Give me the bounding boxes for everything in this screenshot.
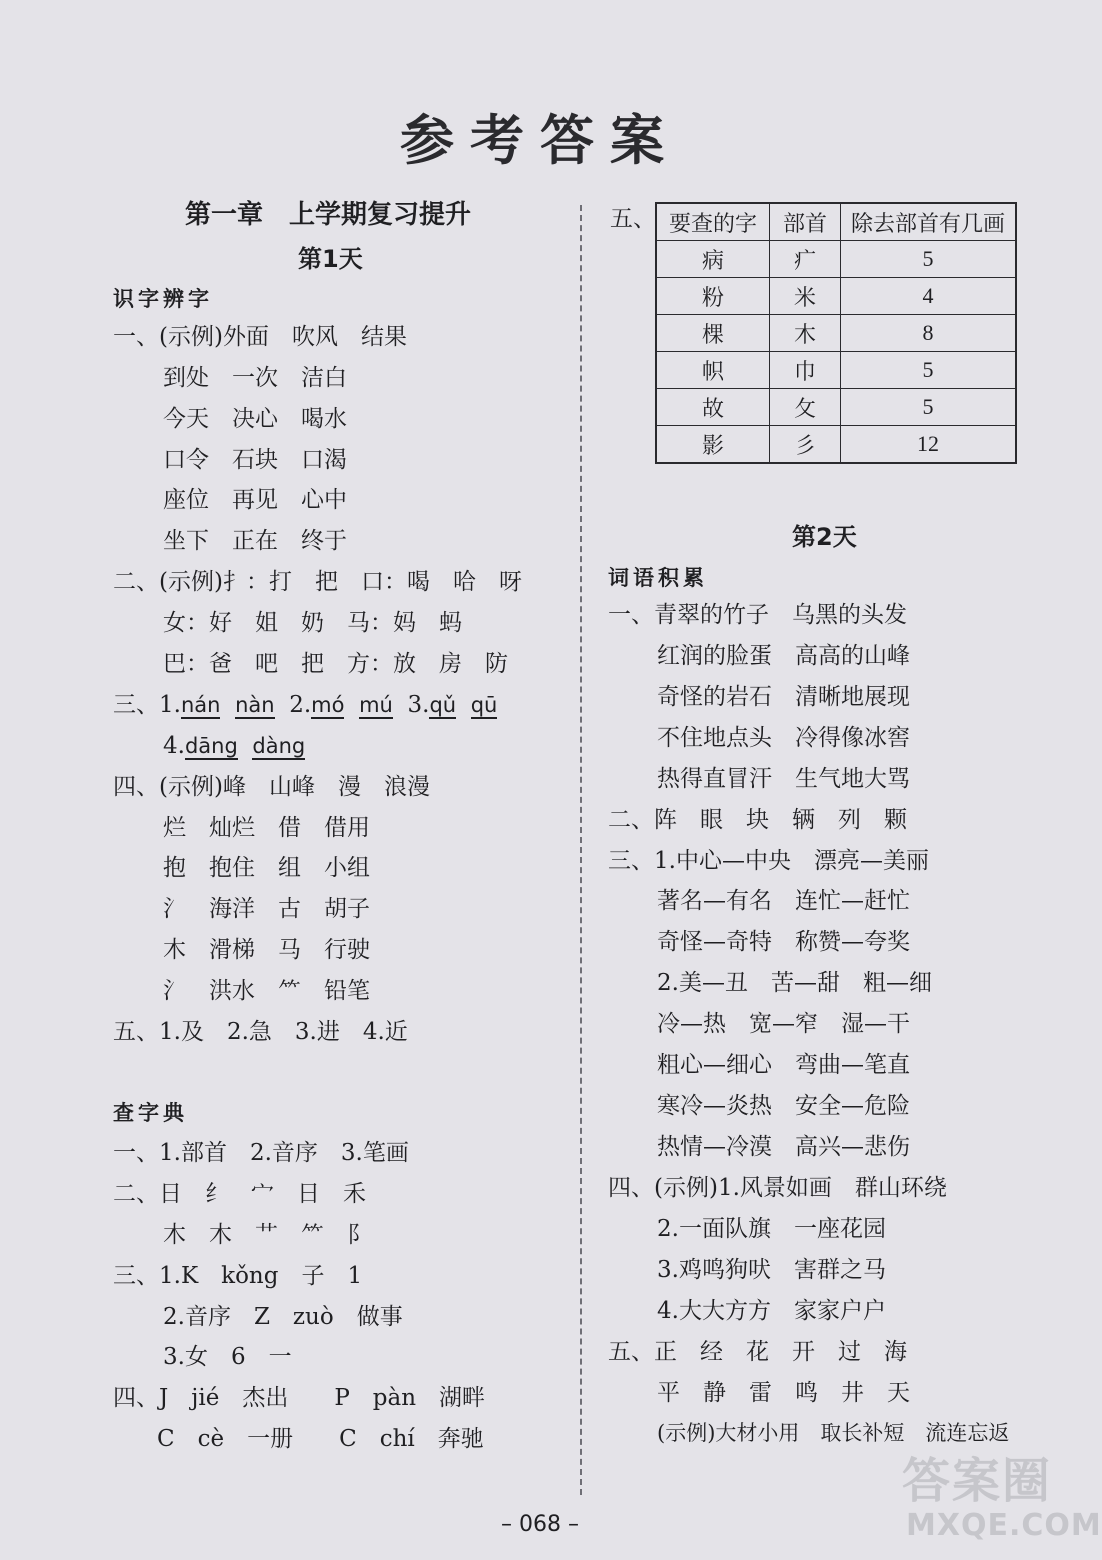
answer-line: 四、(示例)1.风景如画 群山环绕 [608, 1175, 947, 1201]
answer-line: 五、正 经 花 开 过 海 [608, 1339, 907, 1365]
answer-line: 一、青翠的竹子 乌黑的头发 [608, 602, 907, 628]
answer-line: 热得直冒汗 生气地大骂 [657, 766, 910, 792]
answer-line: 抱 抱住 组 小组 [163, 855, 370, 881]
answer-line: 木 木 艹 ⺮ 阝 [163, 1222, 370, 1248]
answer-line: 四、(示例)峰 山峰 漫 浪漫 [113, 774, 430, 800]
answer-line: 红润的脸蛋 高高的山峰 [657, 643, 910, 669]
table-cell: 粉 [656, 278, 770, 315]
table-cell: 病 [656, 241, 770, 278]
radical-table [655, 202, 1017, 464]
table-row [656, 315, 1016, 352]
table-cell: 影 [656, 426, 770, 464]
pinyin-underlined: dāng [184, 734, 238, 758]
answer-line: 氵 海洋 古 胡子 [163, 896, 370, 922]
answer-line: 一、(示例)外面 吹风 结果 [113, 324, 407, 350]
answer-line: 座位 再见 心中 [163, 487, 347, 513]
watermark-logo [902, 1442, 1102, 1554]
table-cell: 疒 [770, 241, 841, 278]
pinyin-underlined: mó [311, 693, 345, 717]
answer-line: 二、(示例)扌：打 把 口：喝 哈 呀 [113, 569, 522, 595]
table-cell: 巾 [770, 352, 841, 389]
table-cell: 8 [841, 315, 1017, 352]
pinyin-answer-line [113, 690, 497, 720]
q3-prefix: 三、1. [113, 692, 181, 718]
table-cell: 5 [841, 241, 1017, 278]
section-heading-chazidian: 查字典 [113, 1101, 188, 1125]
table-header-row [656, 203, 1016, 241]
answer-line: 巴：爸 吧 把 方：放 房 防 [163, 651, 508, 677]
answer-line: 著名—有名 连忙—赶忙 [657, 888, 910, 914]
answer-line: 烂 灿烂 借 借用 [163, 815, 370, 841]
q-number: 3. [407, 692, 430, 718]
answer-line: 奇怪—奇特 称赞—夸奖 [657, 929, 910, 955]
table-cell: 攵 [770, 389, 841, 426]
q-number: 4. [163, 733, 185, 759]
day1-heading: 第1天 [298, 245, 363, 273]
answer-line: 四、J jié 杰出 P pàn 湖畔 [113, 1385, 486, 1411]
answer-line: 4.大大方方 家家户户 [657, 1298, 886, 1324]
answer-line: 五、1.及 2.急 3.进 4.近 [113, 1019, 408, 1045]
chapter-title: 第一章 上学期复习提升 [185, 200, 472, 230]
answer-line: C cè 一册 C chí 奔驰 [157, 1426, 484, 1452]
pinyin-answer-line [163, 731, 305, 761]
watermark-url: MXQE.COM [906, 1508, 1102, 1543]
answer-line: 平 静 雷 鸣 井 天 [657, 1380, 910, 1406]
answer-line: 三、1.K kǒng 子 1 [113, 1263, 363, 1289]
column-divider [580, 205, 582, 1495]
pinyin-underlined: qū [470, 693, 498, 717]
watermark-text: 答案圈 [902, 1453, 1053, 1509]
answer-line: 二、阵 眼 块 辆 列 颗 [608, 807, 907, 833]
table-cell: 5 [841, 389, 1017, 426]
q-number: 2. [289, 692, 312, 718]
answer-line: 女：好 姐 奶 马：妈 蚂 [163, 610, 462, 636]
q5-label: 五、 [610, 206, 656, 232]
pinyin-underlined: nàn [235, 693, 275, 717]
answer-line: 二、日 纟 宀 日 禾 [113, 1181, 366, 1207]
answer-line: 2.一面队旗 一座花园 [657, 1216, 886, 1242]
table-cell: 12 [841, 426, 1017, 464]
answer-line: (示例)大材小用 取长补短 流连忘返 [657, 1421, 1010, 1445]
answer-line: 3.鸡鸣狗吠 害群之马 [657, 1257, 886, 1283]
table-header: 部首 [770, 203, 841, 241]
pinyin-underlined: mú [359, 693, 393, 717]
table-header: 除去部首有几画 [841, 203, 1017, 241]
section-heading-ciyu: 词语积累 [608, 566, 708, 590]
answer-line: 奇怪的岩石 清晰地展现 [657, 684, 910, 710]
answer-line: 氵 洪水 ⺮ 铅笔 [163, 978, 370, 1004]
section-heading-shizi: 识字辨字 [113, 287, 213, 311]
answer-line: 不住地点头 冷得像冰窖 [657, 725, 910, 751]
day2-heading: 第2天 [792, 523, 857, 551]
table-row [656, 352, 1016, 389]
table-cell: 5 [841, 352, 1017, 389]
answer-line: 到处 一次 洁白 [163, 365, 347, 391]
answer-line: 2.音序 Z zuò 做事 [163, 1304, 403, 1330]
answer-line: 热情—冷漠 高兴—悲伤 [657, 1134, 910, 1160]
pinyin-underlined: qǔ [429, 693, 457, 717]
table-row [656, 389, 1016, 426]
pinyin-underlined: nán [180, 693, 221, 717]
table-cell: 木 [770, 315, 841, 352]
answer-line: 冷—热 宽—窄 湿—干 [657, 1011, 910, 1037]
table-cell: 米 [770, 278, 841, 315]
table-row [656, 241, 1016, 278]
answer-line: 一、1.部首 2.音序 3.笔画 [113, 1140, 409, 1166]
answer-line: 三、1.中心—中央 漂亮—美丽 [608, 848, 929, 874]
pinyin-underlined: dàng [252, 734, 306, 758]
table-cell: 4 [841, 278, 1017, 315]
answer-line: 2.美—丑 苦—甜 粗—细 [657, 970, 932, 996]
answer-line: 坐下 正在 终于 [163, 528, 347, 554]
faint-header-bleed [95, 40, 565, 66]
table-cell: 帜 [656, 352, 770, 389]
table-row [656, 278, 1016, 315]
answer-line: 寒冷—炎热 安全—危险 [657, 1093, 910, 1119]
table-cell: 棵 [656, 315, 770, 352]
table-cell: 彡 [770, 426, 841, 464]
answer-line: 粗心—细心 弯曲—笔直 [657, 1052, 910, 1078]
answer-line: 木 滑梯 马 行驶 [163, 937, 370, 963]
answer-line: 3.女 6 一 [163, 1344, 292, 1370]
answer-line: 口令 石块 口渴 [163, 447, 347, 473]
page-number: – 068 – [501, 1512, 579, 1537]
answer-line: 今天 决心 喝水 [163, 406, 347, 432]
table-header: 要查的字 [656, 203, 770, 241]
table-row [656, 426, 1016, 464]
table-cell: 故 [656, 389, 770, 426]
page-title: 参考答案 [400, 109, 680, 172]
